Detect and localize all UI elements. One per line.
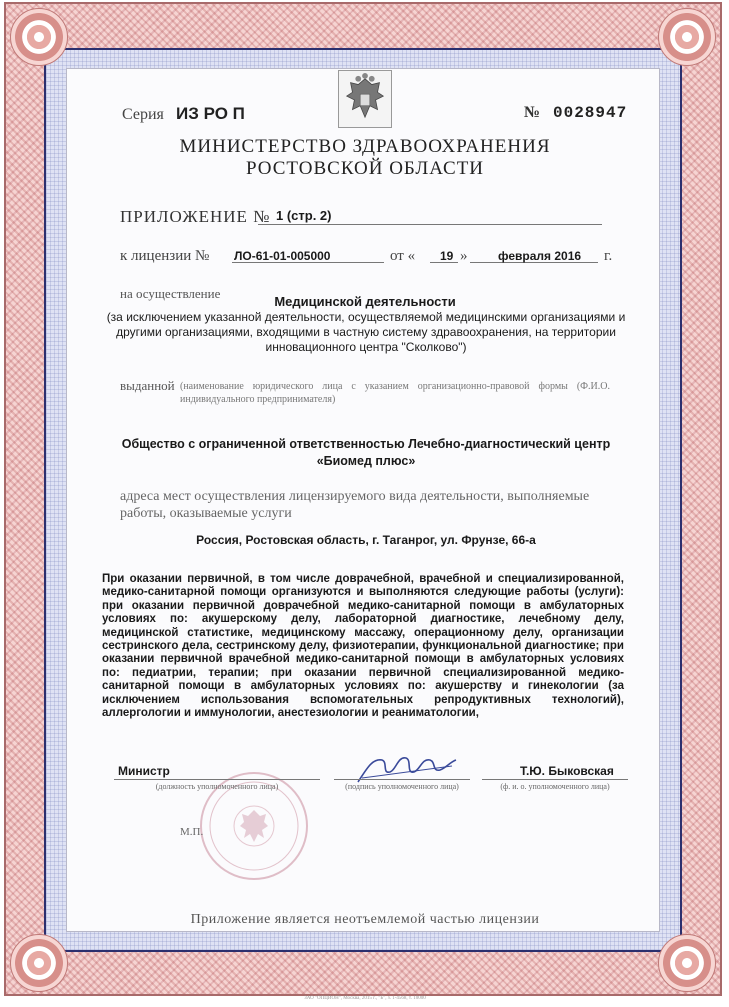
underline [334, 779, 470, 780]
corner-rosette-icon [658, 934, 716, 992]
license-month-year: февраля 2016 [498, 249, 582, 263]
activity-type: Медицинской деятельности [274, 294, 456, 309]
corner-rosette-icon [10, 8, 68, 66]
organization-name-line1: Общество с ограниченной ответственностью Лечебно-диагностический центр [121, 437, 611, 451]
footer-note: Приложение является неотъемлемой частью лицензии [190, 912, 540, 927]
underline [482, 779, 628, 780]
signatory-name: Т.Ю. Быковская [520, 764, 614, 778]
year-suffix: г. [604, 248, 613, 264]
stamp-label: М.П. [180, 826, 204, 838]
issued-hint: (наименование юридического лица с указанием организационно-правовой формы (Ф.И.О. индивидуального предпринимателя) [180, 381, 610, 405]
date-from-label: от « [390, 248, 416, 264]
series-label: Серия [122, 106, 164, 123]
position-caption: (должность уполномоченного лица) [155, 782, 279, 791]
printer-imprint: ЗАО "ОПЦИОН", Москва, 2015 г., "Б", з. 1-4568, т. 10000 [304, 996, 426, 1001]
ministry-title-line2: РОСТОВСКОЙ ОБЛАСТИ [245, 158, 485, 179]
organization-name [106, 436, 626, 470]
license-number: ЛО-61-01-005000 [234, 249, 331, 263]
ministry-title [100, 136, 630, 180]
number-label: № [524, 104, 541, 121]
coat-of-arms-icon [338, 70, 392, 128]
ministry-title-line1: МИНИСТЕРСТВО ЗДРАВООХРАНЕНИЯ [179, 136, 551, 157]
license-label: к лицензии № [120, 248, 210, 264]
addresses-label: адреса мест осуществления лицензируемого вида деятельности, выполняемые работы, оказываемые услуги [120, 489, 590, 521]
appendix-label: ПРИЛОЖЕНИЕ № [120, 207, 271, 226]
corner-rosette-icon [658, 8, 716, 66]
form-number: 0028947 [553, 104, 628, 122]
underline [114, 779, 320, 780]
address-value: Россия, Ростовская область, г. Таганрог, ул. Фрунзе, 66-а [196, 533, 536, 547]
signatory-position: Министр [118, 764, 170, 778]
signature-caption: (подпись уполномоченного лица) [345, 782, 459, 791]
license-day: 19 [440, 249, 454, 263]
activity-label: на осуществление [120, 286, 221, 301]
appendix-number: 1 (стр. 2) [276, 208, 332, 223]
corner-rosette-icon [10, 934, 68, 992]
series-value: ИЗ РО П [176, 104, 245, 123]
services-text: При оказании первичной, в том числе доврачебной, врачебной и специализированной, медико-санитарной помощи организуются и выполняются следующие работы (услуги): при оказании первичной доврачебной медико-санитарной помощи в амбулаторных условиях по: акушерскому делу, лабораторной диагностике, лечебному делу, медицинской статистике, медицинскому массажу, операционному делу, организации сестринского дела, сестринскому делу, физиотерапии, функциональной диагностике; при оказании первичной врачебной медико-санитарной помощи в амбулаторных условиях по: педиатрии, терапии; при оказании первичной специализированной медико-санитарной помощи в амбулаторных условиях по: акушерству и гинекологии (за исключением использования вспомогательных репродуктивных технологий), аллергологии и иммунологии, анестезиологии и реаниматологии, [102, 573, 624, 720]
quote-close: » [460, 248, 468, 264]
name-caption: (ф. и. о. уполномоченного лица) [500, 782, 610, 791]
underline [258, 224, 602, 225]
issued-label: выданной [120, 378, 175, 393]
organization-name-line2: «Биомед плюс» [316, 454, 416, 468]
activity-note: (за исключением указанной деятельности, осуществляемой медицинскими организациями и другими организациями, входящими в частную систему здравоохранения, на территории инновационного центра "Сколково") [106, 310, 626, 354]
